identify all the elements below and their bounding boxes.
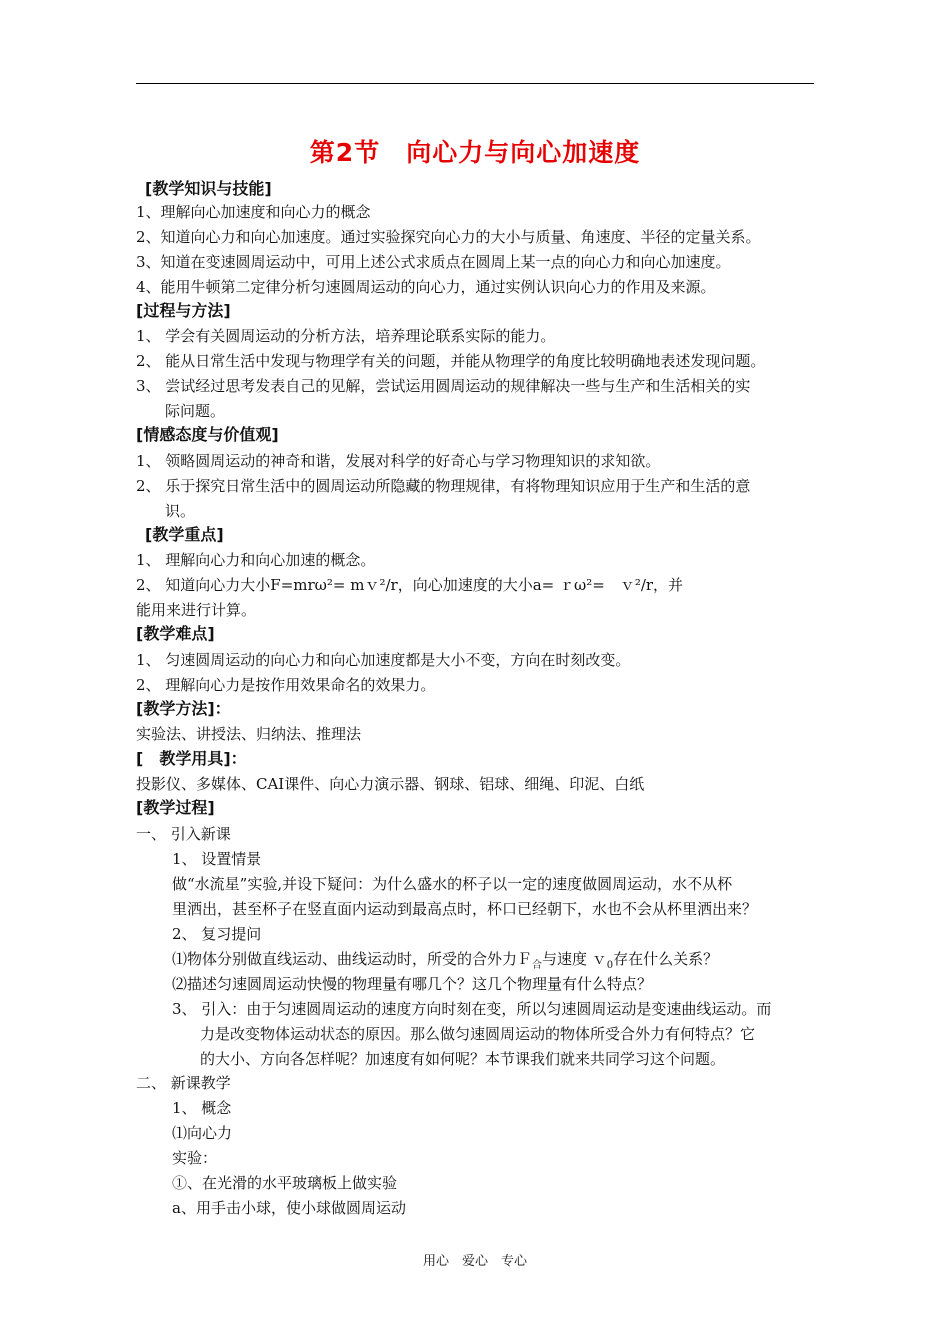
list-item: 1、 领略圆周运动的神奇和谐，发展对科学的好奇心与学习物理知识的求知欲。: [136, 452, 661, 470]
subscript-zero: 0: [606, 960, 614, 971]
list-item: 4、能用牛顿第二定律分析匀速圆周运动的向心力，通过实例认识向心力的作用及来源。: [136, 278, 716, 296]
paragraph-line: a、用手击小球，使小球做圆周运动: [172, 1199, 406, 1217]
part-heading: 一、 引入新课: [136, 825, 231, 843]
paragraph-line: 的大小、方向各怎样呢？加速度有如何呢？本节课我们就来共同学习这个问题。: [200, 1050, 726, 1068]
section-heading-methods: [教学方法]：: [136, 699, 231, 718]
sub-heading: 2、 复习提问: [172, 925, 262, 943]
section-heading-process: [过程与方法]: [136, 301, 231, 320]
paragraph-line: 3、 引入：由于匀速圆周运动的速度方向时刻在变，所以匀速圆周运动是变速曲线运动。而: [172, 1000, 772, 1018]
page-footer: 用心 爱心 专心: [422, 1254, 527, 1269]
paragraph-line: 做“水流星”实验,并设下疑问：为什么盛水的杯子以一定的速度做圆周运动，水不从杯: [172, 875, 733, 893]
list-item: 3、知道在变速圆周运动中，可用上述公式求质点在圆周上某一点的向心力和向心加速度。: [136, 253, 731, 271]
list-item: 1、 理解向心力和向心加速的概念。: [136, 551, 376, 569]
part-heading: 二、 新课教学: [136, 1074, 231, 1092]
section-heading-teaching-process: [教学过程]: [136, 798, 215, 817]
question-2: ⑵描述匀速圆周运动快慢的物理量有哪几个？这几个物理量有什么特点？: [172, 975, 653, 993]
sub-heading: 1、 概念: [172, 1099, 232, 1117]
list-item-continued: 际问题。: [165, 402, 226, 420]
list-item-continued: 识。: [165, 502, 196, 520]
question-1-suffix: 存在什么关系？: [613, 950, 719, 968]
sub-heading: ⑴向心力: [172, 1124, 233, 1142]
sub-heading: 1、 设置情景: [172, 850, 262, 868]
methods-text: 实验法、讲授法、归纳法、推理法: [136, 725, 362, 743]
paragraph-line: 实验：: [172, 1149, 218, 1167]
list-item: 1、 匀速圆周运动的向心力和向心加速度都是大小不变，方向在时刻改变。: [136, 651, 631, 669]
list-item: 2、 理解向心力是按作用效果命名的效果力。: [136, 676, 436, 694]
question-1: [172, 950, 718, 975]
paragraph-line: 里洒出，甚至杯子在竖直面内运动到最高点时，杯口已经朝下，水也不会从杯里洒出来？: [172, 900, 758, 918]
list-item: 2、 乐于探究日常生活中的圆周运动所隐藏的物理规律，有将物理知识应用于生产和生活的意: [136, 477, 751, 495]
list-item-continued: 能用来进行计算。: [136, 601, 257, 619]
section-heading-difficulties: [教学难点]: [136, 624, 215, 643]
section-heading-key-points: [教学重点]: [145, 525, 224, 544]
page-title: 第2节 向心力与向心加速度: [309, 138, 641, 167]
list-item: 2、知道向心力和向心加速度。通过实验探究向心力的大小与质量、角速度、半径的定量关系。: [136, 228, 761, 246]
list-item: 1、 学会有关圆周运动的分析方法，培养理论联系实际的能力。: [136, 327, 556, 345]
list-item: 2、 能从日常生活中发现与物理学有关的问题，并能从物理学的角度比较明确地表述发现问题。: [136, 352, 766, 370]
header-rule: [136, 83, 814, 84]
tools-text: 投影仪、多媒体、CAI课件、向心力演示器、钢球、铝球、细绳、印泥、白纸: [136, 775, 645, 793]
paragraph-line: 力是改变物体运动状态的原因。那么做匀速圆周运动的物体所受合外力有何特点？它: [200, 1025, 756, 1043]
list-item: 1、理解向心加速度和向心力的概念: [136, 203, 371, 221]
section-heading-knowledge: [教学知识与技能]: [145, 179, 272, 198]
question-1-middle: 与速度 ｖ: [542, 950, 607, 968]
paragraph-line: ①、在光滑的水平玻璃板上做实验: [172, 1174, 398, 1192]
section-heading-attitude: [情感态度与价值观]: [136, 425, 279, 444]
list-item-formula: 2、 知道向心力大小F=mrω²= mｖ²/r，向心加速度的大小a= ｒω²= ｖ²/r，并: [136, 576, 684, 594]
question-1-prefix: ⑴物体分别做直线运动、曲线运动时，所受的合外力Ｆ: [172, 950, 533, 968]
section-heading-tools: [ 教学用具]：: [136, 749, 247, 768]
subscript-net: 合: [532, 960, 543, 971]
list-item: 3、 尝试经过思考发表自己的见解，尝试运用圆周运动的规律解决一些与生产和生活相关的实: [136, 377, 751, 395]
